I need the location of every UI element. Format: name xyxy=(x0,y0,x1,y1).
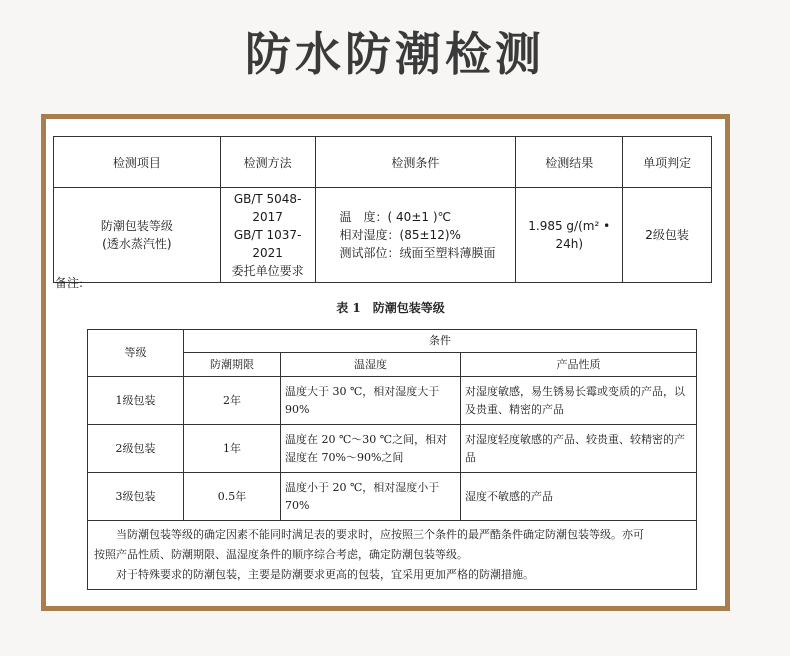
test-method-cell xyxy=(220,188,315,283)
test-result-table xyxy=(53,136,712,283)
grade-row xyxy=(88,473,697,521)
moisture-grade-table xyxy=(87,329,697,590)
report-frame xyxy=(41,114,730,611)
header-conditions: 条件 xyxy=(184,330,697,353)
grade-cell: 2级包装 xyxy=(88,425,184,473)
test-item-line: (透水蒸汽性) xyxy=(102,237,172,251)
test-condition-line: 相对湿度：(85±12)% xyxy=(339,228,461,242)
test-condition-cell xyxy=(315,188,516,283)
grade-row xyxy=(88,377,697,425)
header-test-result: 检测结果 xyxy=(516,137,623,188)
header-product-nature: 产品性质 xyxy=(461,353,697,377)
period-cell: 0.5年 xyxy=(184,473,281,521)
note-line: 对于特殊要求的防潮包装，主要是防潮要求更高的包装，宜采用更加严格的防潮措施。 xyxy=(116,568,534,581)
page-title: 防水防潮检测 xyxy=(245,27,545,81)
test-method-line: GB/T 5048-2017 xyxy=(233,192,302,224)
test-method-line: 委托单位要求 xyxy=(231,264,304,278)
judgement-cell: 2级包装 xyxy=(623,188,712,283)
test-condition-line: 温 度：( 40±1 )℃ xyxy=(339,210,451,224)
test-table-header-row xyxy=(54,137,712,188)
grade-row xyxy=(88,425,697,473)
test-table-data-row xyxy=(54,188,712,283)
table-caption: 表 1 防潮包装等级 xyxy=(336,301,445,315)
grade-table-note xyxy=(88,521,697,590)
note-line: 当防潮包装等级的确定因素不能同时满足表的要求时，应按照三个条件的最严酷条件确定防潮包装等级。亦可 xyxy=(116,528,644,541)
temp-humidity-cell: 温度在 20 ℃～30 ℃之间，相对湿度在 70%～90%之间 xyxy=(281,425,461,473)
grade-table-note-row xyxy=(88,521,697,590)
period-cell: 2年 xyxy=(184,377,281,425)
grade-cell: 1级包装 xyxy=(88,377,184,425)
header-temp-humidity: 温湿度 xyxy=(281,353,461,377)
period-cell: 1年 xyxy=(184,425,281,473)
header-test-item: 检测项目 xyxy=(54,137,221,188)
grade-table-header-row xyxy=(88,330,697,353)
remark-label: 备注: xyxy=(55,276,84,290)
header-test-method: 检测方法 xyxy=(220,137,315,188)
header-judgement: 单项判定 xyxy=(623,137,712,188)
test-method-line: GB/T 1037-2021 xyxy=(233,228,302,260)
test-item-cell xyxy=(54,188,221,283)
product-nature-cell: 对湿度轻度敏感的产品、较贵重、较精密的产品 xyxy=(461,425,697,473)
grade-cell: 3级包装 xyxy=(88,473,184,521)
product-nature-cell: 对湿度敏感，易生锈易长霉或变质的产品，以及贵重、精密的产品 xyxy=(461,377,697,425)
product-nature-cell: 湿度不敏感的产品 xyxy=(461,473,697,521)
temp-humidity-cell: 温度大于 30 ℃，相对湿度大于90% xyxy=(281,377,461,425)
test-item-line: 防潮包装等级 xyxy=(100,219,173,233)
test-condition-line: 测试部位：绒面至塑料薄膜面 xyxy=(339,246,496,260)
header-period: 防潮期限 xyxy=(184,353,281,377)
test-result-cell: 1.985 g/(m² • 24h) xyxy=(516,188,623,283)
temp-humidity-cell: 温度小于 20 ℃，相对湿度小于 70% xyxy=(281,473,461,521)
header-grade: 等级 xyxy=(88,330,184,377)
note-line: 按照产品性质、防潮期限、温湿度条件的顺序综合考虑，确定防潮包装等级。 xyxy=(94,548,468,561)
header-test-condition: 检测条件 xyxy=(315,137,516,188)
